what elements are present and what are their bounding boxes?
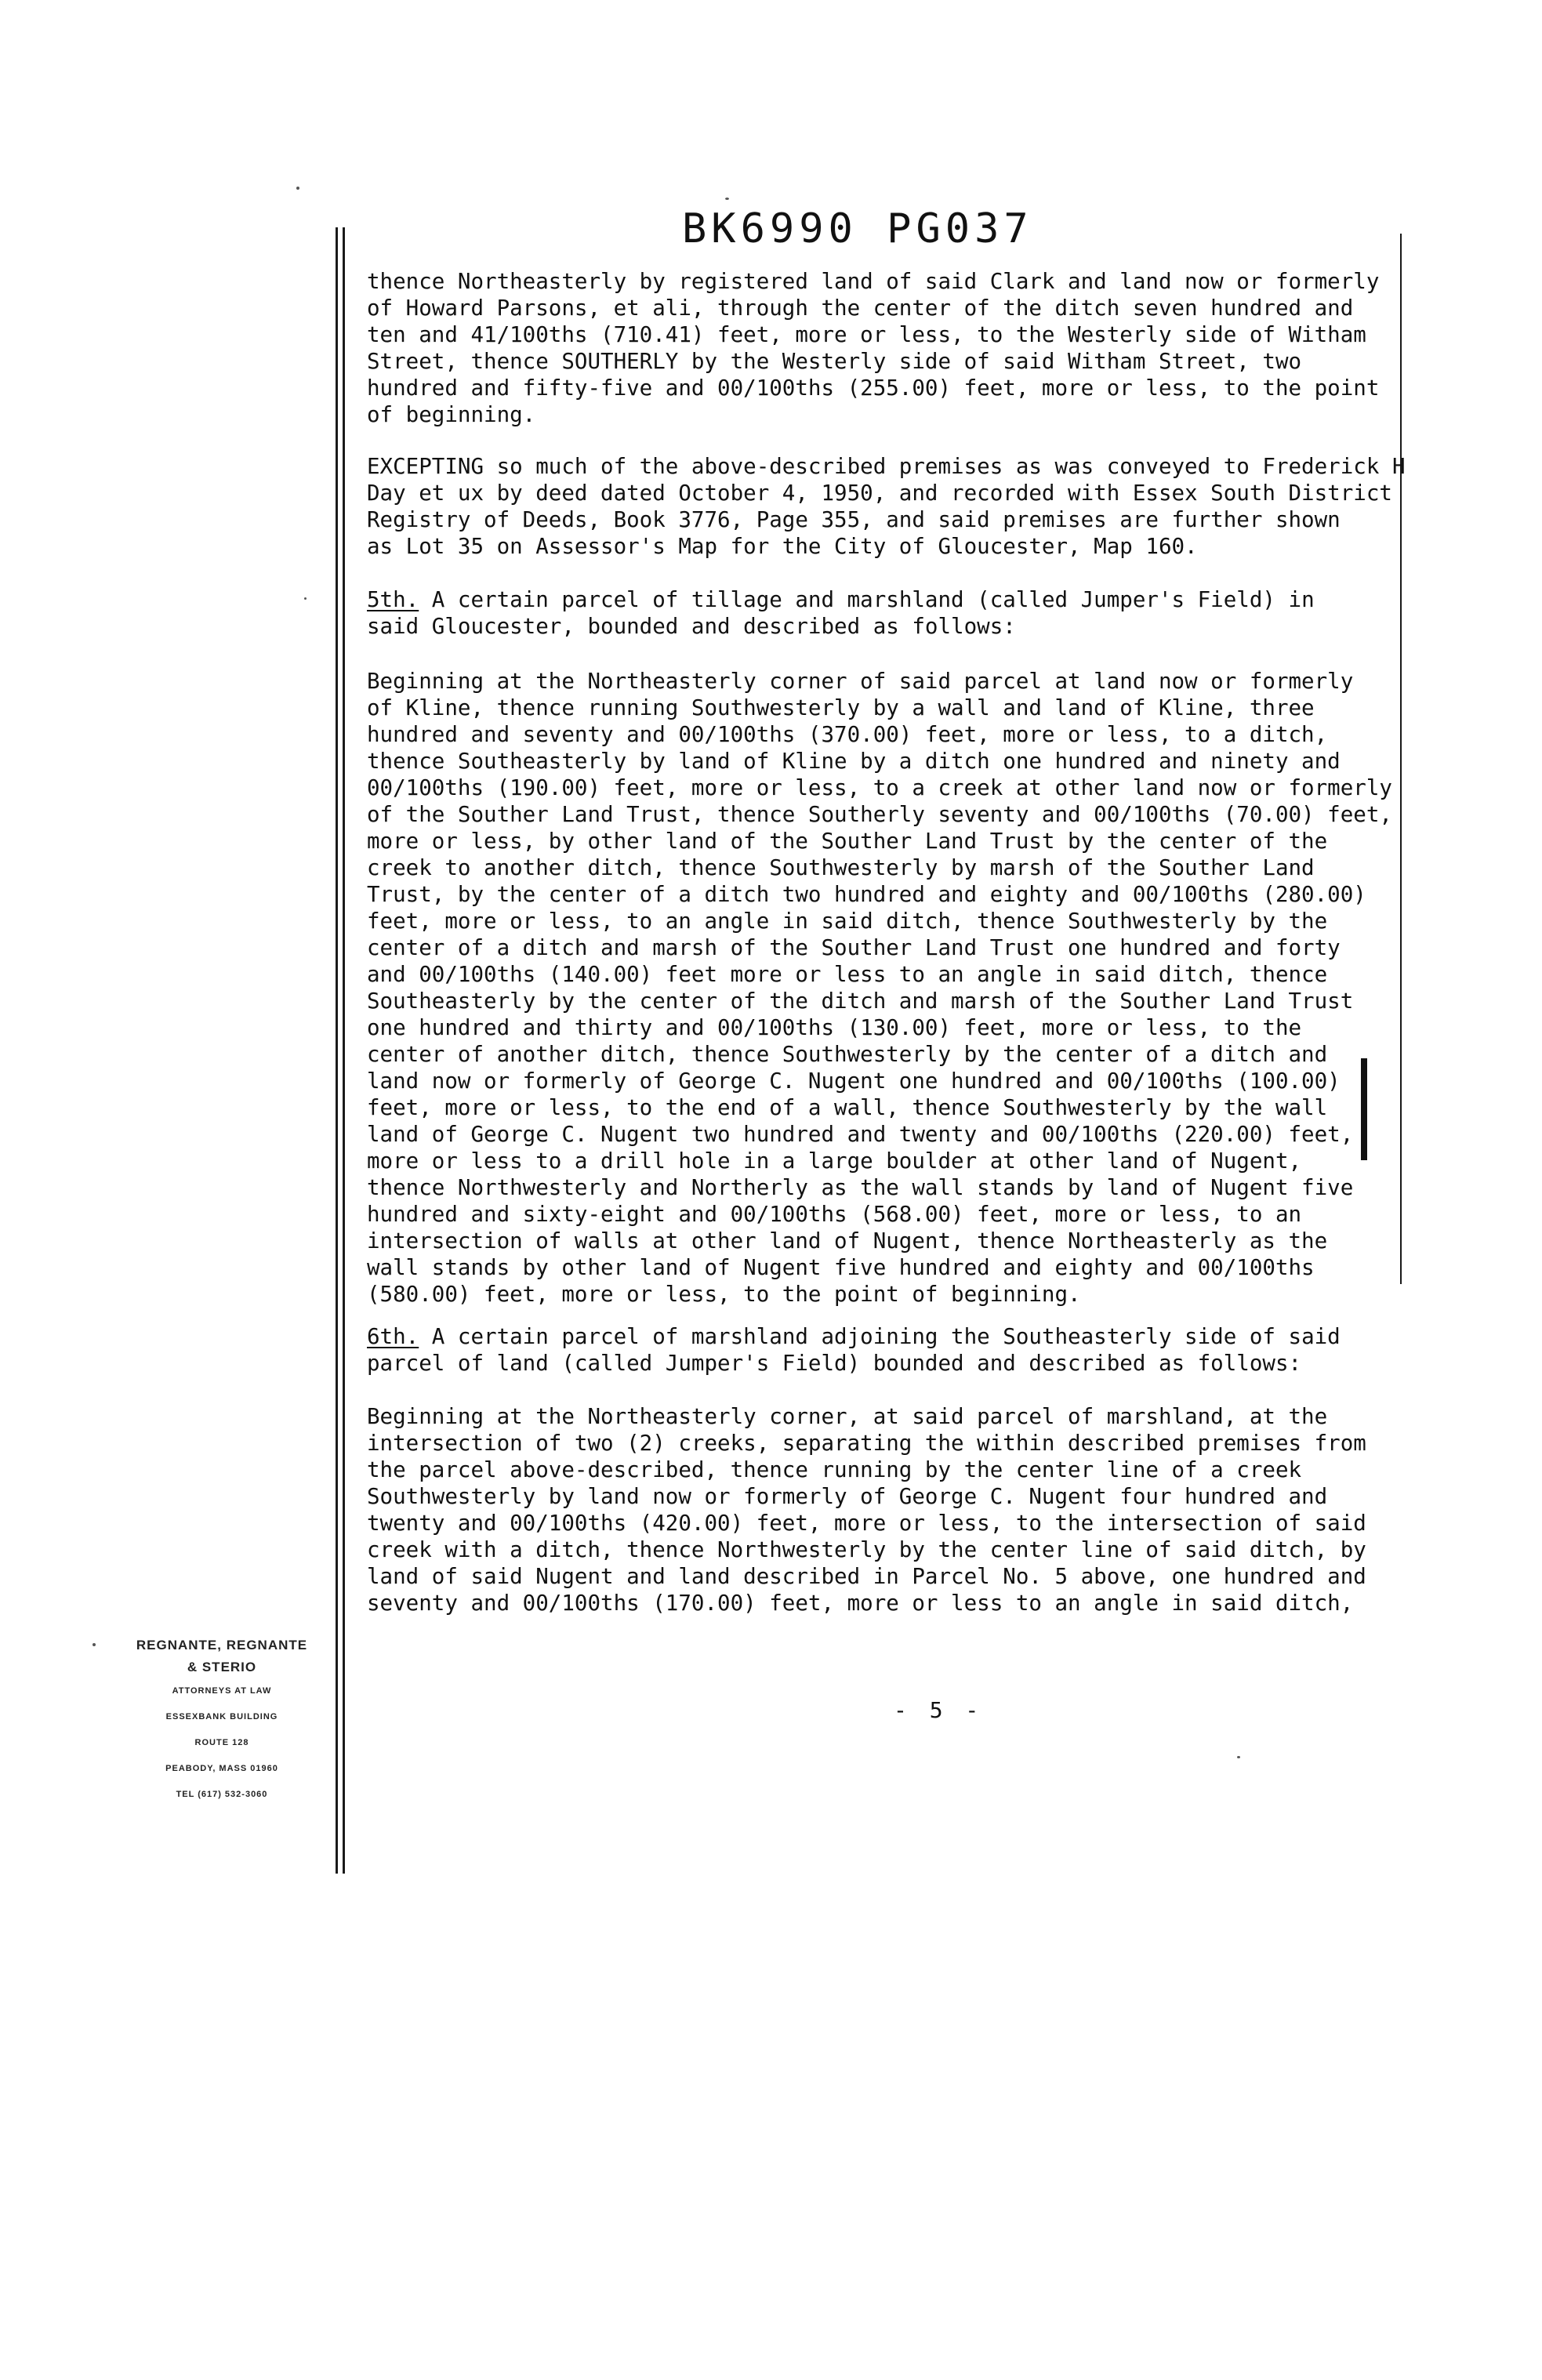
letterhead-route: ROUTE 128 [194,1738,249,1747]
parcel-5-heading-line2: said Gloucester, bounded and described as follows: [367,614,1016,639]
parcel-6-ordinal: 6th. [367,1324,419,1349]
scan-speck [1237,1756,1240,1758]
parcel-6-heading-line1: A certain parcel of marshland adjoining the Southeasterly side of said [419,1324,1341,1349]
scan-speck [725,198,729,200]
continuation-paragraph: thence Northeasterly by registered land of said Clark and land now or formerly of Howard Parsons, et ali, through the center of the ditch seven hundred and ten and 41/100ths (710.41) feet, more or less, to the Westerly side of Witham Street, thence SOUTHERLY by the Westerly side of said Witham Street, two hundred and fifty-five and 00/100ths (255.00) feet, more or less, to the point of beginning. [367,269,1380,427]
page-number: - 5 - [894,1697,984,1723]
left-margin-rule-outer [336,227,338,1874]
left-margin-rule-inner [343,227,345,1874]
scan-speck [296,187,299,190]
letterhead-attorneys: ATTORNEYS AT LAW [172,1686,272,1696]
book-page-reference: BK6990 PG037 [682,205,1033,252]
parcel-6-description: Beginning at the Northeasterly corner, at said parcel of marshland, at the intersection of two (2) creeks, separating the within described premises from the parcel above-described, thence running by the center line of a creek Southwesterly by land now or formerly of George C. Nugent four hundred and twenty and 00/100ths (420.00) feet, more or less, to the intersection of said creek with a ditch, thence Northwesterly by the center line of said ditch, by land of said Nugent and land described in Parcel No. 5 above, one hundred and seventy and 00/100ths (170.00) feet, more or less to an angle in said ditch, [367,1404,1366,1616]
parcel-5-heading [367,586,1449,640]
letterhead-building: ESSEXBANK BUILDING [165,1712,278,1722]
parcel-5-ordinal: 5th. [367,587,419,612]
letterhead-city: PEABODY, MASS 01960 [165,1764,278,1773]
attorney-letterhead [116,1634,328,1808]
letterhead-firm-line1: REGNANTE, REGNANTE [136,1638,308,1653]
letterhead-phone: TEL (617) 532-3060 [176,1790,268,1799]
excepting-paragraph: EXCEPTING so much of the above-described premises as was conveyed to Frederick H Day et ux by deed dated October 4, 1950, and recorded with Essex South District Registry of Deeds, Book 3776, Page 355, and said premises are further shown as Lot 35 on Assessor's Map for the City of Gloucester, Map 160. [367,454,1406,559]
scan-speck [304,597,307,600]
parcel-6-heading-line2: parcel of land (called Jumper's Field) bounded and described as follows: [367,1351,1302,1376]
parcel-5-heading-line1: A certain parcel of tillage and marshland (called Jumper's Field) in [419,587,1315,612]
parcel-6-heading [367,1323,1449,1377]
scan-speck [93,1643,96,1646]
letterhead-firm-line2: & STERIO [187,1660,257,1674]
margin-mark [1361,1058,1367,1160]
parcel-5-description: Beginning at the Northeasterly corner of said parcel at land now or formerly of Kline, thence running Southwesterly by a wall and land of Kline, three hundred and seventy and 00/100ths (370.00) feet, more or less, to a ditch, thence Southeasterly by land of Kline by a ditch one hundred and ninety and 00/100ths (190.00) feet, more or less, to a creek at other land now or formerly of the Souther Land Trust, thence Southerly seventy and 00/100ths (70.00) feet, more or less, by other land of the Souther Land Trust by the center of the creek to another ditch, thence Southwesterly by marsh of the Souther Land Trust, by the center of a ditch two hundred and eighty and 00/100ths (280.00) feet, more or less, to an angle in said ditch, thence Southwesterly by the center of a ditch and marsh of the Souther Land Trust one hundred and forty and 00/100ths (140.00) feet more or less to an angle in said ditch, thence Southeasterly by the center of the ditch and marsh of the Souther Land Trust one hundred and thirty and 00/100ths (130.00) feet, more or less, to the center of another ditch, thence Southwesterly by the center of a ditch and land now or formerly of George C. Nugent one hundred and 00/100ths (100.00) feet, more or less, to the end of a wall, thence Southwesterly by the wall land of George C. Nugent two hundred and twenty and 00/100ths (220.00) feet, more or less to a drill hole in a large boulder at other land of Nugent, thence Northwesterly and Northerly as the wall stands by land of Nugent five hundred and sixty-eight and 00/100ths (568.00) feet, more or less, to an intersection of walls at other land of Nugent, thence Northeasterly as the wall stands by other land of Nugent five hundred and eighty and 00/100ths (580.00) feet, more or less, to the point of beginning. [367,669,1392,1307]
